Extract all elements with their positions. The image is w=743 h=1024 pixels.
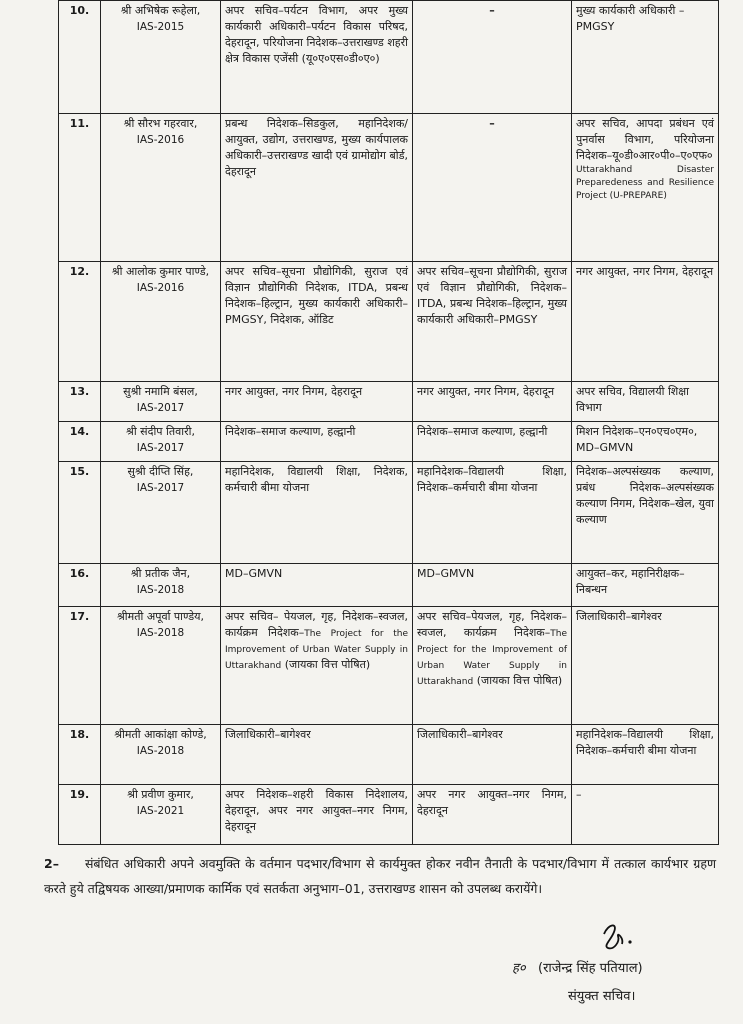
- serial-number: 11.: [59, 114, 101, 262]
- ias-batch: IAS-2017: [136, 402, 185, 414]
- ias-batch: IAS-2015: [136, 21, 185, 33]
- new-post: –: [572, 785, 719, 845]
- relieved-post-cell: [413, 1, 572, 114]
- new-post: जिलाधिकारी–बागेश्वर: [572, 607, 719, 725]
- officer-name: सुश्री नमामि बंसल,: [123, 385, 198, 398]
- officer-transfer-table: [58, 0, 719, 845]
- table-row: [59, 462, 719, 564]
- serial-number: 13.: [59, 382, 101, 422]
- relieved-post: –: [489, 4, 495, 17]
- ias-batch: IAS-2018: [136, 745, 185, 757]
- relieved-post: जिलाधिकारी–बागेश्वर: [413, 725, 572, 785]
- officer-name-cell: [101, 785, 221, 845]
- relieved-post: अपर सचिव–पेयजल, गृह, निदेशक–स्वजल, कार्यक्रम निदेशक–: [417, 610, 567, 639]
- officer-name-cell: [101, 1, 221, 114]
- current-post-note: (जायका वित्त पोषित): [284, 658, 371, 671]
- relieved-post-english: The Project for the Improvement of Urban Water Supply in Uttarakhand: [417, 629, 567, 687]
- handwritten-signature: [598, 920, 638, 954]
- serial-number: 16.: [59, 564, 101, 607]
- officer-name-cell: [101, 262, 221, 382]
- table-row: [59, 725, 719, 785]
- officer-name: श्री आलोक कुमार पाण्डे,: [111, 265, 210, 278]
- serial-number: 19.: [59, 785, 101, 845]
- table-row: [59, 262, 719, 382]
- officer-name-cell: [101, 462, 221, 564]
- current-post: नगर आयुक्त, नगर निगम, देहरादून: [221, 382, 413, 422]
- signatory-designation: संयुक्त सचिव।: [568, 989, 636, 1004]
- current-post: MD–GMVN: [221, 564, 413, 607]
- relieved-post: महानिदेशक–विद्यालयी शिक्षा, निदेशक–कर्मचारी बीमा योजना: [413, 462, 572, 564]
- signatory-name: (राजेन्द्र सिंह पतियाल): [538, 961, 643, 976]
- table-row: [59, 607, 719, 725]
- current-post: अपर सचिव–सूचना प्रौद्योगिकी, सुराज एवं विज्ञान प्रौद्योगिकी निदेशक, ITDA, प्रबन्ध निदेशक–हिल्ट्रान, मुख्य कार्यकारी अधिकारी–PMGSY, निदेशक, ऑडिट: [221, 262, 413, 382]
- current-post: जिलाधिकारी–बागेश्वर: [221, 725, 413, 785]
- new-post: मुख्य कार्यकारी अधिकारी –PMGSY: [572, 1, 719, 114]
- serial-number: 12.: [59, 262, 101, 382]
- officer-name: श्री अभिषेक रूहेला,: [120, 4, 201, 17]
- relieved-post: नगर आयुक्त, नगर निगम, देहरादून: [413, 382, 572, 422]
- officer-name: श्री प्रवीण कुमार,: [127, 788, 194, 801]
- officer-name-cell: [101, 382, 221, 422]
- ias-batch: IAS-2018: [136, 584, 185, 596]
- new-post: अपर सचिव, विद्यालयी शिक्षा विभाग: [572, 382, 719, 422]
- officer-name-cell: [101, 564, 221, 607]
- table-row: [59, 785, 719, 845]
- officer-name-cell: [101, 114, 221, 262]
- current-post: निदेशक–समाज कल्याण, हल्द्वानी: [221, 422, 413, 462]
- relieved-post: निदेशक–समाज कल्याण, हल्द्वानी: [413, 422, 572, 462]
- paragraph-number: 2–: [44, 856, 59, 871]
- relieved-post: अपर सचिव–सूचना प्रौद्योगिकी, सुराज एवं विज्ञान प्रौद्योगिकी, निदेशक–ITDA, प्रबन्ध निदेशक–हिल्ट्रान, मुख्य कार्यकारी अधिकारी–PMGSY: [413, 262, 572, 382]
- serial-number: 14.: [59, 422, 101, 462]
- officer-name-cell: [101, 422, 221, 462]
- relieved-post: अपर नगर आयुक्त–नगर निगम, देहरादून: [413, 785, 572, 845]
- officer-name: श्री संदीप तिवारी,: [126, 425, 195, 438]
- table-row: [59, 382, 719, 422]
- officer-name: श्री प्रतीक जैन,: [130, 567, 191, 580]
- ias-batch: IAS-2017: [136, 442, 185, 454]
- relieved-post-cell: [413, 607, 572, 725]
- relieved-post: MD–GMVN: [413, 564, 572, 607]
- current-post: अपर निदेशक–शहरी विकास निदेशालय, देहरादून, अपर नगर आयुक्त–नगर निगम, देहरादून: [221, 785, 413, 845]
- serial-number: 10.: [59, 1, 101, 114]
- ias-batch: IAS-2017: [136, 482, 185, 494]
- table-row: [59, 564, 719, 607]
- relieved-post: –: [489, 117, 495, 130]
- new-post: निदेशक–अल्पसंख्यक कल्याण, प्रबंध निदेशक–अल्पसंख्यक कल्याण निगम, निदेशक–खेल, युवा कल्याण: [572, 462, 719, 564]
- officer-name-cell: [101, 607, 221, 725]
- relieved-post-note: (जायका वित्त पोषित): [476, 674, 563, 687]
- current-post-english: The Project for the Improvement of Urban Water Supply in Uttarakhand: [225, 629, 408, 671]
- officer-name: श्रीमती अपूर्वा पाण्डेय,: [116, 610, 205, 623]
- serial-number: 17.: [59, 607, 101, 725]
- table-row: [59, 422, 719, 462]
- current-post: प्रबन्ध निदेशक–सिडकुल, महानिदेशक/आयुक्त, उद्योग, उत्तराखण्ड, मुख्य कार्यपालक अधिकारी–उत्तराखण्ड खादी एवं ग्रामोद्योग बोर्ड, देहरादून: [221, 114, 413, 262]
- table-row: [59, 114, 719, 262]
- new-post-english: Uttarakhand Disaster Preparedeness and Resilience Project (U-PREPARE): [576, 165, 714, 201]
- new-post-cell: [572, 114, 719, 262]
- current-post: महानिदेशक, विद्यालयी शिक्षा, निदेशक, कर्मचारी बीमा योजना: [221, 462, 413, 564]
- table-row: [59, 1, 719, 114]
- new-post: अपर सचिव, आपदा प्रबंधन एवं पुनर्वास विभाग, परियोजना निदेशक–यू०डी०आर०पी०–ए०एफ०: [576, 117, 714, 162]
- officer-name-cell: [101, 725, 221, 785]
- officer-name: सुश्री दीप्ति सिंह,: [127, 465, 194, 478]
- ias-batch: IAS-2018: [136, 627, 185, 639]
- new-post: आयुक्त–कर, महानिरीक्षक–निबन्धन: [572, 564, 719, 607]
- relieved-post-cell: [413, 114, 572, 262]
- officer-name: श्रीमती आकांक्षा कोण्डे,: [114, 728, 207, 741]
- new-post: नगर आयुक्त, नगर निगम, देहरादून: [572, 262, 719, 382]
- paragraph-text: संबंधित अधिकारी अपने अवमुक्ति के वर्तमान पदभार/विभाग से कार्यमुक्त होकर नवीन तैनाती के पदभार/विभाग में तत्काल कार्यभार ग्रहण करते हुये तद्विषयक आख्या/प्रमाणक कार्मिक एवं सतर्कता अनुभाग–01, उत्तराखण्ड शासन को उपलब्ध करायेंगे।: [44, 856, 716, 896]
- officer-name: श्री सौरभ गहरवार,: [123, 117, 198, 130]
- ias-batch: IAS-2016: [136, 134, 185, 146]
- new-post: मिशन निदेशक–एन०एच०एम०, MD–GMVN: [572, 422, 719, 462]
- instruction-paragraph: [44, 851, 716, 901]
- ias-batch: IAS-2021: [136, 805, 185, 817]
- serial-number: 18.: [59, 725, 101, 785]
- current-post-cell: [221, 607, 413, 725]
- ias-batch: IAS-2016: [136, 282, 185, 294]
- current-post: अपर सचिव–पर्यटन विभाग, अपर मुख्य कार्यकारी अधिकारी–पर्यटन विकास परिषद, देहरादून, परियोजना निदेशक–उत्तराखण्ड शहरी क्षेत्र विकास एजेंसी (यू०ए०एस०डी०ए०): [221, 1, 413, 114]
- signature-prefix: ह०: [512, 961, 526, 976]
- new-post: महानिदेशक–विद्यालयी शिक्षा, निदेशक–कर्मचारी बीमा योजना: [572, 725, 719, 785]
- current-post: अपर सचिव– पेयजल, गृह, निदेशक–स्वजल, कार्यक्रम निदेशक–: [225, 610, 408, 639]
- serial-number: 15.: [59, 462, 101, 564]
